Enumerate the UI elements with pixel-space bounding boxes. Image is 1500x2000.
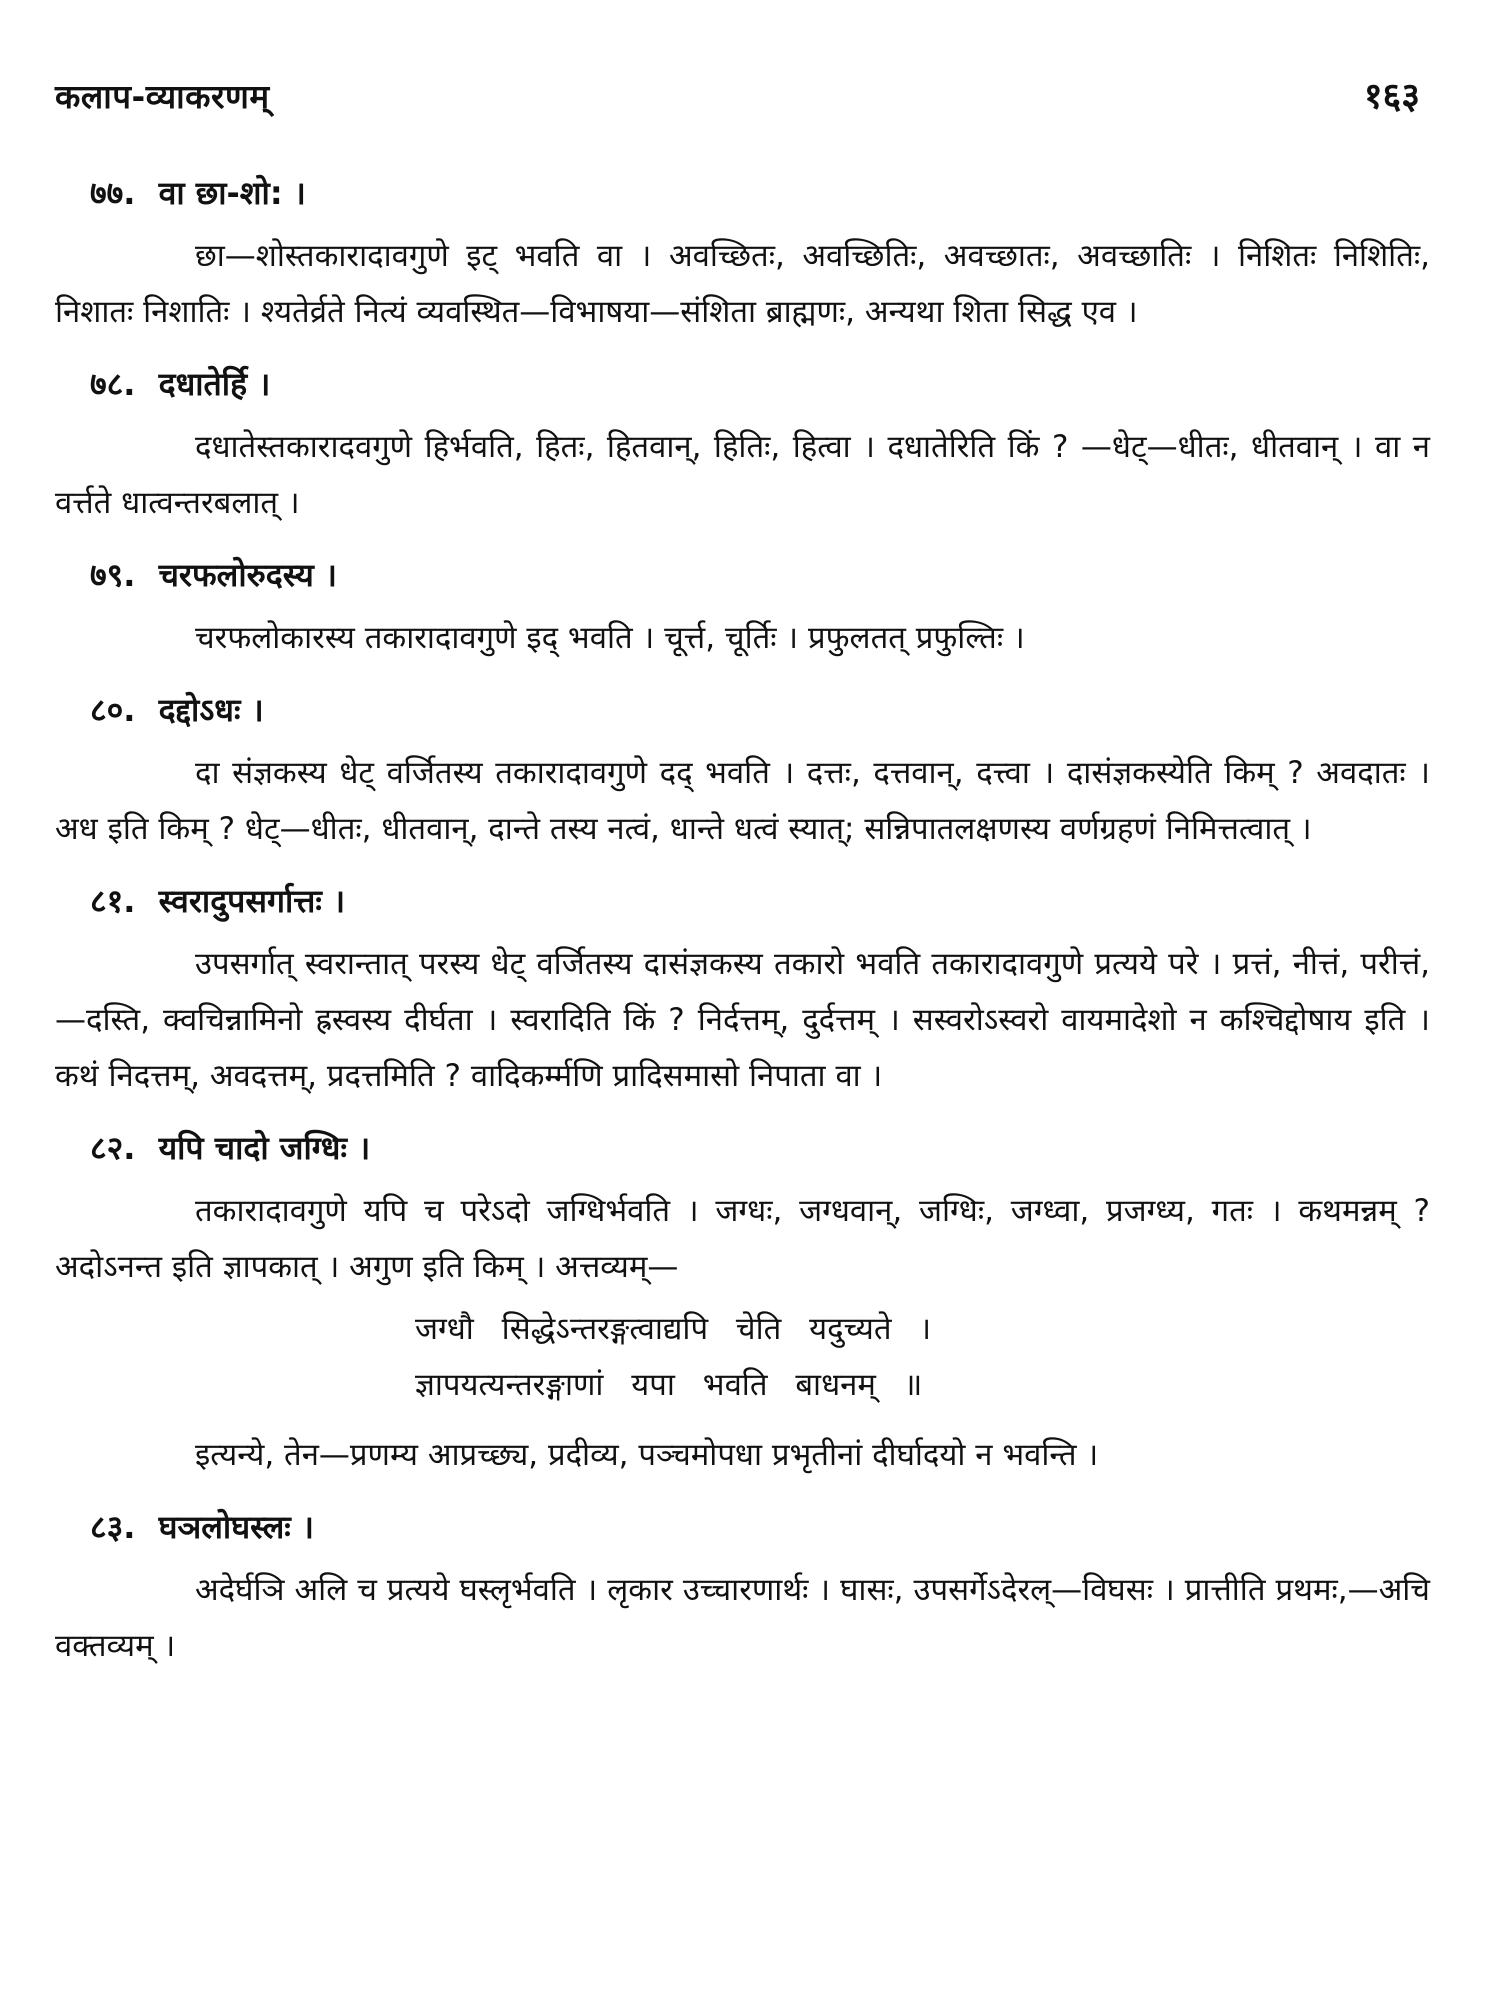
sutra-title: स्वरादुपसर्गात्तः । (158, 882, 346, 920)
verse-line: ज्ञापयत्यन्तरङ्गाणां यपा भवति बाधनम् ॥ (415, 1367, 923, 1403)
sutra-heading (55, 688, 1430, 731)
sutra-number: ८३. (90, 1508, 136, 1546)
sutra-heading (55, 553, 1430, 596)
sutra-heading (55, 1126, 1430, 1169)
sutra-block (55, 688, 1430, 857)
sutra-commentary: दा संज्ञकस्य धेट् वर्जितस्य तकारादावगुणे दद् भवति । दत्तः, दत्तवान्, दत्त्वा । दासंज्ञकस्येति किम् ? अवदातः । अध इति किम् ? धेट्—धीतः, धीतवान्, दान्ते तस्य नत्वं, धान्ते धत्वं स्यात्; सन्निपातलक्षणस्य वर्णग्रहणं निमित्तत्वात् । (55, 755, 1430, 847)
sutra-title: घञलोघस्लः । (158, 1508, 315, 1546)
verse-quote (55, 1301, 1430, 1413)
sutra-title: वा छा-शो: । (158, 174, 306, 212)
sutra-number: ७९. (90, 556, 136, 594)
sutra-title: चरफलोरुदस्य । (158, 556, 338, 594)
verse-line: जग्धौ सिद्धेऽन्तरङ्गत्वाद्यपि चेति यदुच्यते । (415, 1311, 932, 1347)
sutra-number: ७८. (90, 365, 136, 403)
sutra-title: यपि चादो जग्धिः । (158, 1129, 371, 1167)
sutra-block (55, 1126, 1430, 1483)
sutra-commentary: चरफलोकारस्य तकारादावगुणे इद् भवति । चूर्त्त, चूर्तिः । प्रफुलतत् प्रफुल्तिः । (195, 620, 1025, 656)
sutra-heading (55, 1505, 1430, 1548)
sutra-block (55, 1505, 1430, 1674)
sutra-commentary: तकारादावगुणे यपि च परेऽदो जग्धिर्भवति । जग्धः, जग्धवान्, जग्धिः, जग्ध्वा, प्रजग्ध्य, गतः । कथमन्नम् ? अदोऽनन्त इति ज्ञापकात् । अगुण इति किम् । अत्तव्यम्— (55, 1193, 1430, 1285)
sutra-title: दधातेर्हि । (158, 365, 271, 403)
sutra-heading (55, 879, 1430, 922)
sutra-commentary: छा—शोस्तकारादावगुणे इट् भवति वा । अवच्छितः, अवच्छितिः, अवच्छातः, अवच्छातिः । निशितः निशितिः, निशातः निशातिः । श्यतेर्व्रते नित्यं व्यवस्थित—विभाषया—संशिता ब्राह्मणः, अन्यथा शिता सिद्ध एव । (55, 238, 1430, 330)
sutra-commentary: दधातेस्तकारादवगुणे हिर्भवति, हितः, हितवान्, हितिः, हित्वा । दधातेरिति किं ? —धेट्—धीतः, धीतवान् । वा न वर्त्तते धात्वन्तरबलात् । (55, 429, 1430, 521)
sutra-commentary: उपसर्गात् स्वरान्तात् परस्य धेट् वर्जितस्य दासंज्ञकस्य तकारो भवति तकारादावगुणे प्रत्यये परे । प्रत्तं, नीत्तं, परीत्तं,—दस्ति, क्वचिन्नामिनो ह्रस्वस्य दीर्घता । स्वरादिति किं ? निर्दत्तम्, दुर्दत्तम् । सस्वरोऽस्वरो वायमादेशो न कश्चिद्दोषाय इति । कथं निदत्तम्, अवदत्तम्, प्रदत्तमिति ? वादिकर्म्मणि प्रादिसमासो निपाता वा । (55, 946, 1430, 1094)
page-header (55, 70, 1430, 119)
sutra-block (55, 362, 1430, 531)
sutra-title: दद्दोऽधः । (158, 691, 264, 729)
page-number: १६३ (1363, 76, 1420, 117)
sutra-number: ७७. (90, 174, 136, 212)
running-title: कलाप-व्याकरणम् (55, 77, 270, 116)
sutra-number: ८०. (90, 691, 136, 729)
sutra-commentary: अदेर्घञि अलि च प्रत्यये घस्लृर्भवति । लृकार उच्चारणार्थः । घासः, उपसर्गेऽदेरल्—विघसः । प्रात्तीति प्रथमः,—अचि वक्तव्यम् । (55, 1572, 1430, 1664)
sutra-block (55, 879, 1430, 1104)
sutra-number: ८२. (90, 1129, 136, 1167)
sutra-heading (55, 362, 1430, 405)
sutra-block (55, 171, 1430, 340)
sutra-block (55, 553, 1430, 666)
sutra-commentary-continued: इत्यन्ये, तेन—प्रणम्य आप्रच्छ्य, प्रदीव्य, पञ्चमोपधा प्रभृतीनां दीर्घादयो न भवन्ति । (195, 1437, 1099, 1473)
sutra-number: ८१. (90, 882, 136, 920)
sutra-heading (55, 171, 1430, 214)
